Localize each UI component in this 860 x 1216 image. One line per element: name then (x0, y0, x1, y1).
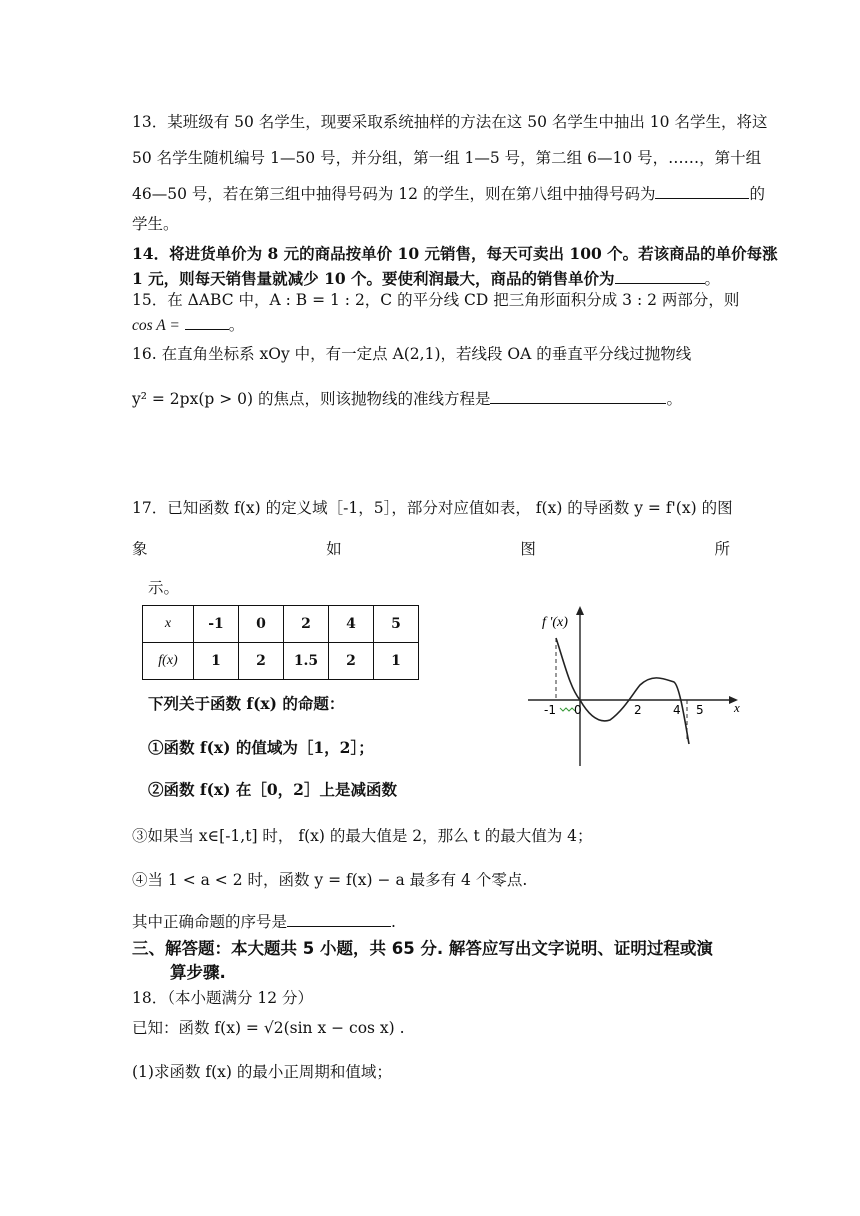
value-table (142, 605, 419, 680)
q15-line2-end: 。 (228, 316, 245, 334)
table-cell: 1.5 (284, 643, 329, 680)
table-cell: 2 (284, 606, 329, 643)
table-row-fx (143, 643, 419, 680)
y-axis-arrow (576, 606, 584, 615)
answer-blank-16[interactable] (490, 388, 666, 404)
q18-part1: (1)求函数 f(x) 的最小正周期和值域； (132, 1063, 392, 1081)
q13-line3-text: 46—50 号，若在第三组中抽得号码为 12 的学生，则在第八组中抽得号码为 (132, 185, 656, 203)
q16-line2-end: 。 (666, 390, 682, 408)
q17-line3: 示。 (148, 579, 180, 597)
derivative-curve (556, 638, 689, 744)
q17-word-2: 如 (326, 540, 342, 558)
q17-word-1: 象 (132, 540, 148, 558)
tick-label: 5 (696, 703, 704, 717)
green-squiggle (560, 708, 575, 711)
table-cell: x (143, 606, 194, 643)
q16-line1: 16. 在直角坐标系 xOy 中，有一定点 A(2,1)，若线段 OA 的垂直平分线过抛物线 (132, 345, 692, 363)
section-3-heading-cont: 算步骤. (170, 963, 226, 982)
tick-label: 0 (574, 703, 582, 717)
tick-label: 4 (673, 703, 681, 717)
q16-line2-text: y² = 2px(p > 0) 的焦点，则该抛物线的准线方程是 (132, 390, 491, 408)
q14-line1 (132, 244, 778, 264)
q17-proposition-3: ③如果当 x∈[-1,t] 时， f(x) 的最大值是 2，那么 t 的最大值为 4； (132, 827, 593, 845)
table-cell: 1 (194, 643, 239, 680)
table-cell: f(x) (143, 643, 194, 680)
q17-word-4: 所 (714, 540, 730, 558)
answer-blank-17[interactable] (287, 911, 391, 927)
tick-label: 2 (634, 703, 642, 717)
q13-line2: 50 名学生随机编号 1—50 号，并分组，第一组 1—5 号，第二组 6—10 号，……，第十组 (132, 149, 762, 167)
q13-line3 (132, 183, 765, 204)
q14-line2-end: 。 (704, 270, 721, 288)
q17-answer-end: . (391, 913, 396, 931)
table-cell: 5 (374, 606, 419, 643)
q17-answer-line (132, 911, 396, 932)
answer-blank-15[interactable] (185, 314, 229, 330)
q14-line2-text: 1 元，则每天销售量就减少 10 个。要使利润最大，商品的销售单价为 (132, 269, 615, 288)
q14-line1-text: 14．将进货单价为 8 元的商品按单价 10 元销售，每天可卖出 100 个。若该商品的单价每涨 (132, 244, 778, 263)
answer-blank-13[interactable] (655, 183, 749, 199)
derivative-graph (528, 600, 748, 772)
q15-line2 (132, 314, 244, 336)
q17-intro: 下列关于函数 f(x) 的命题： (148, 694, 345, 713)
table-cell: 4 (329, 606, 374, 643)
table-cell: 0 (239, 606, 284, 643)
q17-proposition-4: ④当 1 < a < 2 时，函数 y = f(x) − a 最多有 4 个零点. (132, 871, 528, 889)
q17-line1: 17．已知函数 f(x) 的定义域［-1，5］，部分对应值如表， f(x) 的导函数 y = f'(x) 的图 (132, 499, 733, 517)
q17-line2 (132, 539, 730, 559)
q17-proposition-1: ①函数 f(x) 的值域为［1，2］； (148, 738, 374, 757)
table-cell: 2 (239, 643, 284, 680)
tick-label: -1 (544, 703, 556, 717)
q13-line3-end: 的 (749, 185, 765, 203)
q13-line4: 学生。 (132, 215, 179, 233)
y-axis-label: f '(x) (542, 615, 568, 630)
q14-line2 (132, 268, 720, 289)
table-cell: 1 (374, 643, 419, 680)
q17-proposition-2: ②函数 f(x) 在［0，2］上是减函数 (148, 780, 397, 799)
section-3-heading: 三、解答题：本大题共 5 小题，共 65 分. 解答应写出文字说明、证明过程或演 (132, 939, 713, 958)
x-axis-label: x (734, 700, 740, 715)
table-cell: 2 (329, 643, 374, 680)
q15-line1: 15．在 ΔABC 中，A : B = 1 : 2，C 的平分线 CD 把三角形面积分成 3 : 2 两部分，则 (132, 291, 740, 309)
q16-line2 (132, 388, 682, 409)
q13-line1: 13．某班级有 50 名学生，现要采取系统抽样的方法在这 50 名学生中抽出 10 名学生，将这 (132, 113, 768, 131)
table-row-x (143, 606, 419, 643)
q17-word-3: 图 (520, 540, 536, 558)
q17-answer-text: 其中正确命题的序号是 (132, 913, 288, 931)
table-cell: -1 (194, 606, 239, 643)
q18-title: 18．（本小题满分 12 分） (132, 989, 314, 1007)
q15-line2-text: cos A = (132, 317, 180, 334)
answer-blank-14[interactable] (615, 268, 705, 284)
q18-given: 已知：函数 f(x) = √2(sin x − cos x) . (132, 1019, 405, 1037)
